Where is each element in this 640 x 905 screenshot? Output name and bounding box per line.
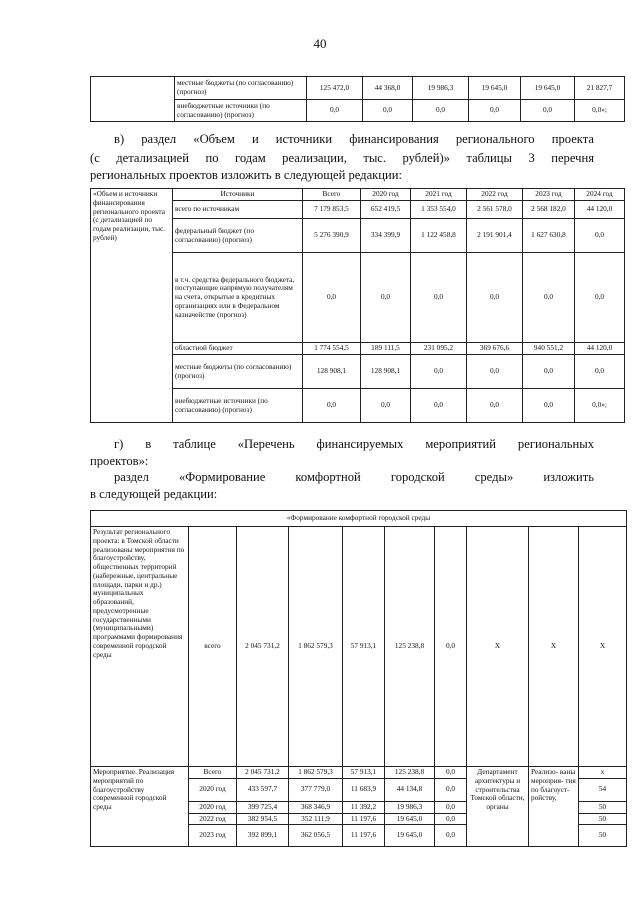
executor-cell: Департамент архитектуры и строительства Томской области, органы [467,767,529,847]
value-cell: 19 645,0 [385,813,435,825]
value-cell: 399 725,4 [237,801,289,813]
value-cell: 377 779,0 [289,778,343,801]
target-cell: 50 [579,825,627,847]
value-cell: 11 392,2 [343,801,385,813]
mark-cell: Х [467,527,529,767]
value-cell: 1 774 554,5 [303,343,361,355]
value-cell: 0,0 [363,100,413,122]
column-header: Источники [173,189,303,201]
value-cell: 1 862 579,3 [289,527,343,767]
value-cell: 0,0 [435,778,467,801]
value-cell: 19 645,0 [469,77,521,100]
table-row [91,77,625,100]
value-cell: 1 122 458,8 [411,219,467,253]
value-cell: 0,0 [435,767,467,779]
value-cell: 392 899,1 [237,825,289,847]
column-header: 2022 год [467,189,523,201]
target-cell: 50 [579,813,627,825]
value-cell: 19 645,0 [521,77,575,100]
paragraph-v-line2: (с детализацией по годам реализации, тыс. рублей)» таблицы 3 перечня [90,151,594,165]
value-cell: 1 862 579,3 [289,767,343,779]
value-cell: 0,0 [303,389,361,423]
paragraph-v-line1: в) раздел «Объем и источники финансирования регионального проекта [114,132,594,146]
value-cell: 2 045 731,2 [237,767,289,779]
section-header-row [91,511,627,527]
target-cell: х [579,767,627,779]
period-cell: 2020 год [189,801,237,813]
table-continuation [90,76,625,122]
period-cell: Всего [189,767,237,779]
value-cell: 19 986,3 [385,801,435,813]
value-cell: 382 954,5 [237,813,289,825]
period-cell: всего [189,527,237,767]
value-cell: 2 045 731,2 [237,527,289,767]
period-cell: 2022 год [189,813,237,825]
value-cell: 5 276 390,9 [303,219,361,253]
target-cell: 50 [579,801,627,813]
value-cell: 57 913,1 [343,767,385,779]
value-cell: 0,0 [467,253,523,343]
value-cell: 19 645,0 [385,825,435,847]
table-header-row [91,189,625,201]
value-cell: 2 191 901,4 [467,219,523,253]
financing-label: «Объем и источники финансирования регионального проекта (с детализацией по годам реализации, тыс. рублей) [91,189,173,423]
value-cell: 0,0 [435,825,467,847]
value-cell: 11 197,6 [343,825,385,847]
column-header: 2021 год [411,189,467,201]
value-cell: 0,0 [435,801,467,813]
value-cell: 0,0 [467,389,523,423]
value-cell: 21 827,7 [575,77,625,100]
paragraph-g-line1: г) в таблице «Перечень финансируемых мероприятий региональных [114,437,594,451]
column-header: 2024 год [575,189,625,201]
value-cell: 0,0 [361,253,411,343]
value-cell: 57 913,1 [343,527,385,767]
row-label: в т.ч. средства федерального бюджета, поступающие напрямую получателям на счета, открытые в кредитных организациях или в Федеральном казначействе (прогноз) [173,253,303,343]
value-cell: 2 568 182,0 [523,201,575,219]
value-cell: 0,0 [435,813,467,825]
column-header: 2023 год [523,189,575,201]
value-cell: 0,0 [435,527,467,767]
measure-label: Мероприятие. Реализация мероприятий по благоустройству современной городской среды [91,767,189,847]
value-cell: 433 597,7 [237,778,289,801]
value-cell: 1 353 554,0 [411,201,467,219]
value-cell: 0,0 [413,100,469,122]
paragraph-g-line2: проектов»: [90,454,149,468]
value-cell: 11 197,6 [343,813,385,825]
value-cell: 128 908,1 [361,355,411,389]
value-cell: 0,0 [411,253,467,343]
measures-table [90,510,627,847]
value-cell: 0,0 [523,253,575,343]
value-cell: 0,0 [523,355,575,389]
result-row [91,527,627,767]
result-label: Результат регионального проекта: в Томской области реализованы мероприятия по благоустройству, общественных территорий (набережные, центральные площади, парки и др.) муниципальных образований, предусмотренные государственными (муниципальными) программами формирования современной городской среды [91,527,189,767]
row-label: областной бюджет [173,343,303,355]
value-cell: 125 472,0 [307,77,363,100]
value-cell: 7 179 853,5 [303,201,361,219]
paragraph-v-line3: региональных проектов изложить в следующей редакции: [90,168,403,182]
row-label: местные бюджеты (по согласованию) (прогноз) [175,77,307,100]
financing-table [90,188,625,423]
value-cell: 0,0 [575,253,625,343]
value-cell: 128 908,1 [303,355,361,389]
value-cell: 0,0 [575,355,625,389]
value-cell: 0,0 [303,253,361,343]
value-cell: 0,0 [469,100,521,122]
value-cell: 940 551,2 [523,343,575,355]
value-cell: 334 399,9 [361,219,411,253]
value-cell: 0,0 [521,100,575,122]
value-cell: 0,0 [307,100,363,122]
page-number: 40 [313,36,327,51]
value-cell: 0,0»; [575,389,625,423]
value-cell: 362 056,5 [289,825,343,847]
value-cell: 125 238,8 [385,527,435,767]
section-header: «Формирование комфортной городской среды [91,511,627,527]
value-cell: 0,0 [523,389,575,423]
row-label: федеральный бюджет (по согласованию) (прогноз) [173,219,303,253]
value-cell: 189 111,5 [361,343,411,355]
value-cell: 44 120,0 [575,201,625,219]
table-row [91,767,627,779]
value-cell: 0,0 [411,389,467,423]
column-header: 2020 год [361,189,411,201]
period-cell: 2020 год [189,778,237,801]
value-cell: 0,0 [467,355,523,389]
row-label: внебюджетные источники (по согласованию) (прогноз) [175,100,307,122]
indicator-cell: Реализо- ваны мероприя- тия по благоуст- ройству, [529,767,579,847]
value-cell: 231 095,2 [411,343,467,355]
value-cell: 0,0 [575,219,625,253]
value-cell: 369 676,6 [467,343,523,355]
period-cell: 2023 год [189,825,237,847]
value-cell: 0,0 [411,355,467,389]
paragraph-g-line3: раздел «Формирование комфортной городской среды» изложить [114,470,594,484]
value-cell: 44 368,0 [363,77,413,100]
value-cell: 44 134,8 [385,778,435,801]
value-cell: 44 120,0 [575,343,625,355]
paragraph-g-line4: в следующей редакции: [90,487,218,501]
empty-cell [91,77,175,122]
value-cell: 1 627 630,8 [523,219,575,253]
value-cell: 368 346,9 [289,801,343,813]
value-cell: 19 986,3 [413,77,469,100]
value-cell: 0,0»; [575,100,625,122]
column-header: Всего [303,189,361,201]
row-label: внебюджетные источники (по согласованию) (прогноз) [173,389,303,423]
row-label: всего по источникам [173,201,303,219]
value-cell: 2 561 578,0 [467,201,523,219]
value-cell: 0,0 [361,389,411,423]
row-label: местные бюджеты (по согласованию) (прогноз) [173,355,303,389]
value-cell: 652 419,5 [361,201,411,219]
value-cell: 11 683,9 [343,778,385,801]
mark-cell: Х [529,527,579,767]
value-cell: 352 111,9 [289,813,343,825]
value-cell: 125 238,8 [385,767,435,779]
target-cell: 54 [579,778,627,801]
mark-cell: Х [579,527,627,767]
